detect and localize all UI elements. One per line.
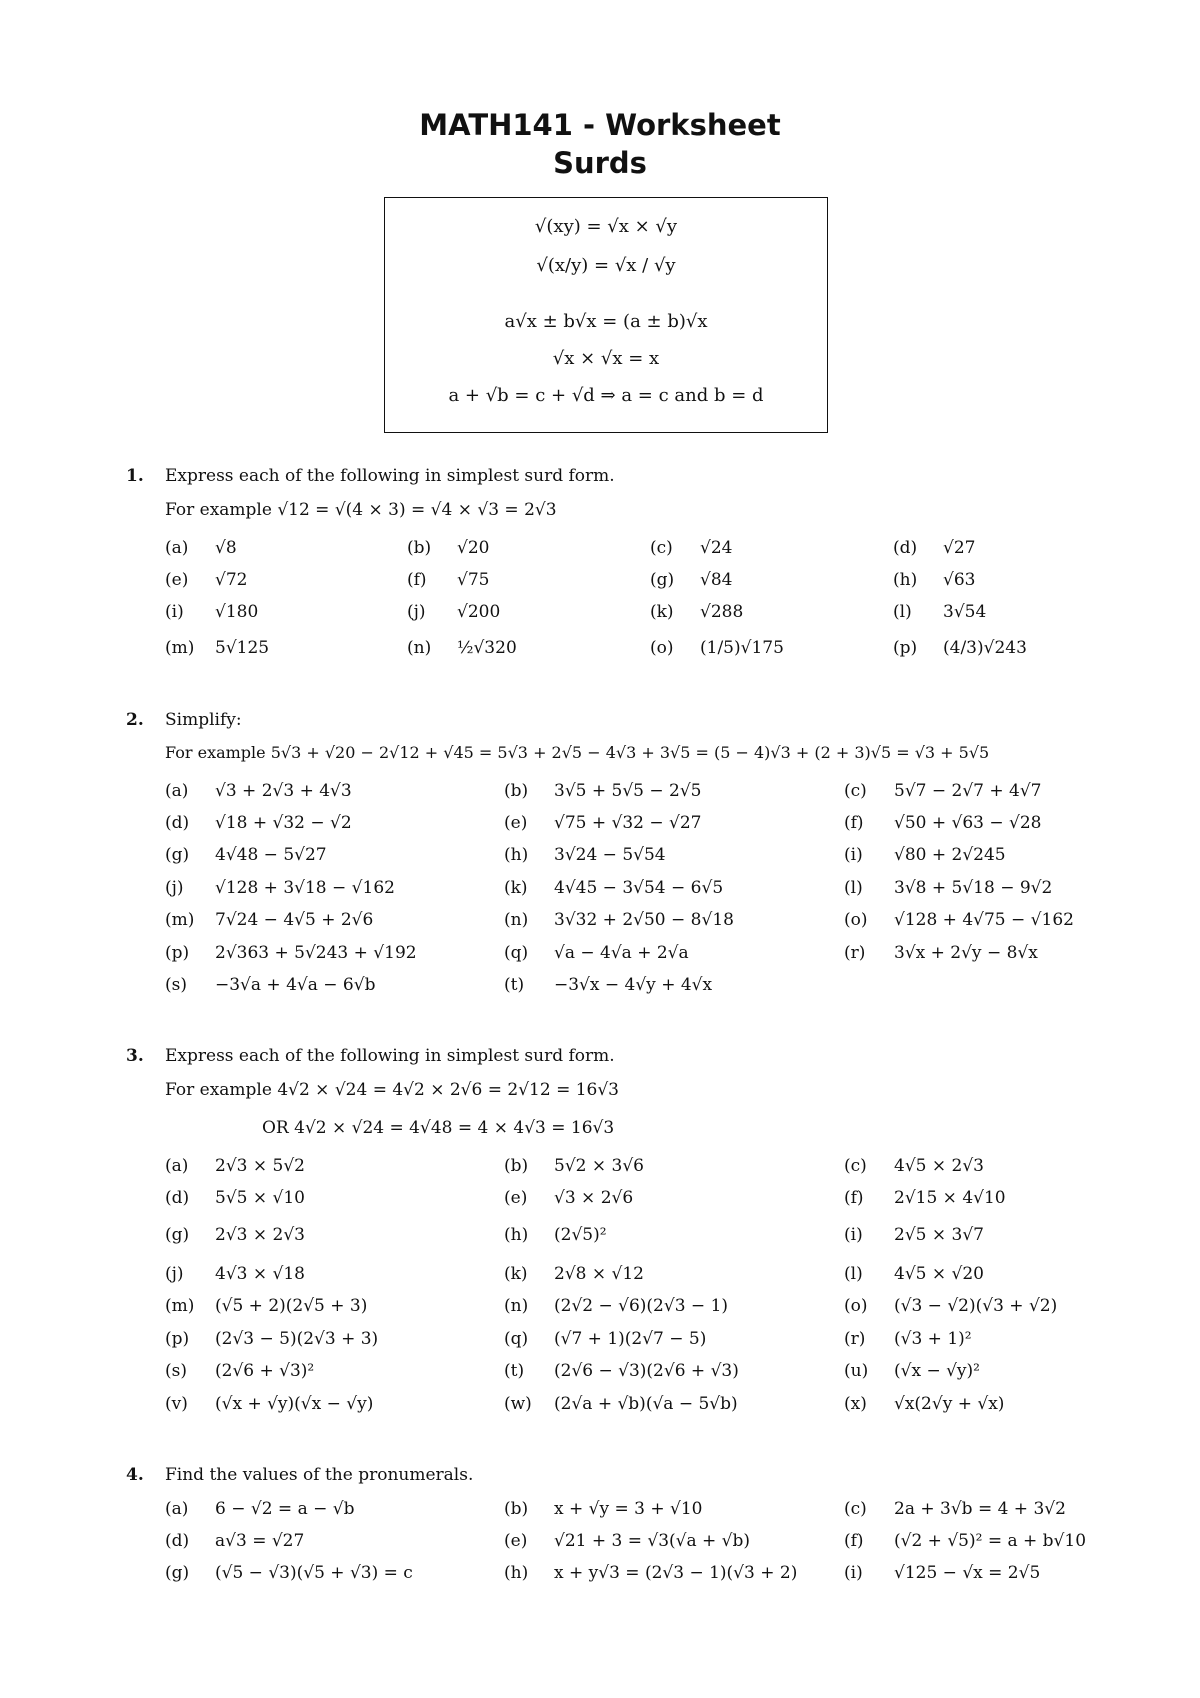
item-label: (b) bbox=[504, 1499, 529, 1519]
q2-item bbox=[844, 878, 1052, 898]
item-expression: 3√32 + 2√50 − 8√18 bbox=[554, 910, 734, 930]
q1-item bbox=[893, 638, 1027, 658]
q4-item bbox=[844, 1563, 1040, 1583]
item-expression: √21 + 3 = √3(√a + √b) bbox=[554, 1531, 751, 1551]
q3-item bbox=[844, 1156, 984, 1176]
q4-item bbox=[504, 1499, 702, 1519]
item-label: (e) bbox=[504, 1188, 528, 1208]
q2-item bbox=[844, 910, 1074, 930]
q2-item bbox=[165, 943, 417, 963]
q3-item bbox=[504, 1156, 644, 1176]
item-expression: √128 + 4√75 − √162 bbox=[894, 910, 1074, 930]
item-expression: 3√5 + 5√5 − 2√5 bbox=[554, 781, 702, 801]
item-expression: √8 bbox=[215, 538, 237, 558]
item-expression: 6 − √2 = a − √b bbox=[215, 1499, 355, 1519]
q3-item bbox=[504, 1394, 738, 1414]
item-label: (m) bbox=[165, 638, 195, 658]
item-expression: 4√3 × √18 bbox=[215, 1264, 305, 1284]
item-label: (s) bbox=[165, 1361, 187, 1381]
item-expression: (√x + √y)(√x − √y) bbox=[215, 1394, 374, 1414]
q2-item bbox=[504, 845, 666, 865]
q1-prompt: Express each of the following in simplest surd form. bbox=[165, 466, 615, 486]
item-expression: √20 bbox=[457, 538, 490, 558]
page-subtitle: Surds bbox=[553, 146, 647, 180]
item-label: (a) bbox=[165, 1156, 189, 1176]
item-expression: (2√5)² bbox=[554, 1225, 607, 1245]
item-expression: (√3 + 1)² bbox=[894, 1329, 972, 1349]
item-label: (l) bbox=[893, 602, 912, 622]
item-label: (p) bbox=[165, 1329, 190, 1349]
item-label: (c) bbox=[844, 781, 867, 801]
item-label: (k) bbox=[504, 1264, 528, 1284]
item-label: (f) bbox=[844, 1531, 864, 1551]
q2-item bbox=[165, 781, 352, 801]
q3-item bbox=[504, 1361, 739, 1381]
q1-item bbox=[407, 638, 517, 658]
q2-item bbox=[165, 813, 352, 833]
q2-example: For example 5√3 + √20 − 2√12 + √45 = 5√3 + 2√5 − 4√3 + 3√5 = (5 − 4)√3 + (2 + 3)√5 = √3 + 5√5 bbox=[165, 743, 990, 762]
item-label: (o) bbox=[650, 638, 674, 658]
item-expression: √75 bbox=[457, 570, 490, 590]
item-expression: 3√x + 2√y − 8√x bbox=[894, 943, 1038, 963]
item-expression: 4√5 × 2√3 bbox=[894, 1156, 984, 1176]
item-label: (d) bbox=[165, 813, 190, 833]
q3-item bbox=[844, 1394, 1004, 1414]
item-expression: 2√15 × 4√10 bbox=[894, 1188, 1006, 1208]
item-label: (n) bbox=[407, 638, 432, 658]
item-label: (h) bbox=[504, 1225, 529, 1245]
item-expression: a√3 = √27 bbox=[215, 1531, 305, 1551]
item-expression: ½√320 bbox=[457, 638, 517, 658]
q2-item bbox=[165, 878, 395, 898]
q1-item bbox=[165, 570, 247, 590]
q3-item bbox=[844, 1361, 980, 1381]
item-label: (b) bbox=[504, 781, 529, 801]
item-label: (j) bbox=[165, 1264, 184, 1284]
item-expression: 2√3 × 2√3 bbox=[215, 1225, 305, 1245]
item-expression: √180 bbox=[215, 602, 259, 622]
item-expression: (2√6 + √3)² bbox=[215, 1361, 315, 1381]
item-label: (c) bbox=[844, 1499, 867, 1519]
item-expression: (√2 + √5)² = a + b√10 bbox=[894, 1531, 1087, 1551]
item-label: (a) bbox=[165, 538, 189, 558]
item-expression: x + √y = 3 + √10 bbox=[554, 1499, 703, 1519]
q2-prompt: Simplify: bbox=[165, 710, 242, 730]
q3-item bbox=[504, 1264, 644, 1284]
q3-item bbox=[165, 1361, 314, 1381]
rules-box bbox=[384, 197, 828, 433]
item-expression: 3√54 bbox=[943, 602, 987, 622]
q3-item bbox=[165, 1156, 305, 1176]
item-label: (p) bbox=[893, 638, 918, 658]
item-label: (f) bbox=[844, 813, 864, 833]
item-expression: 4√45 − 3√54 − 6√5 bbox=[554, 878, 724, 898]
q1-item bbox=[165, 538, 237, 558]
item-expression: −3√x − 4√y + 4√x bbox=[554, 975, 713, 995]
item-label: (i) bbox=[844, 1563, 863, 1583]
item-label: (w) bbox=[504, 1394, 532, 1414]
q4-number: 4. bbox=[126, 1465, 144, 1485]
q3-item bbox=[844, 1329, 972, 1349]
rule-4: √x × √x = x bbox=[552, 348, 660, 369]
q3-item bbox=[165, 1394, 373, 1414]
q1-item bbox=[165, 602, 258, 622]
item-label: (o) bbox=[844, 910, 868, 930]
item-expression: √84 bbox=[700, 570, 733, 590]
item-expression: (√7 + 1)(2√7 − 5) bbox=[554, 1329, 707, 1349]
item-label: (t) bbox=[504, 975, 525, 995]
item-expression: √27 bbox=[943, 538, 976, 558]
q1-item bbox=[893, 570, 975, 590]
item-expression: 3√8 + 5√18 − 9√2 bbox=[894, 878, 1053, 898]
q1-number: 1. bbox=[126, 466, 144, 486]
item-label: (d) bbox=[893, 538, 918, 558]
q3-item bbox=[844, 1296, 1057, 1316]
item-label: (p) bbox=[165, 943, 190, 963]
item-label: (t) bbox=[504, 1361, 525, 1381]
q2-item bbox=[165, 845, 327, 865]
item-expression: 5√7 − 2√7 + 4√7 bbox=[894, 781, 1042, 801]
item-expression: √3 × 2√6 bbox=[554, 1188, 634, 1208]
q3-example: For example 4√2 × √24 = 4√2 × 2√6 = 2√12 = 16√3 bbox=[165, 1080, 619, 1100]
q1-item bbox=[650, 638, 784, 658]
item-expression: √3 + 2√3 + 4√3 bbox=[215, 781, 352, 801]
item-expression: 4√5 × √20 bbox=[894, 1264, 984, 1284]
item-label: (e) bbox=[504, 813, 528, 833]
q3-item bbox=[165, 1264, 305, 1284]
item-label: (e) bbox=[504, 1531, 528, 1551]
item-expression: √18 + √32 − √2 bbox=[215, 813, 352, 833]
rule-5: a + √b = c + √d ⇒ a = c and b = d bbox=[448, 385, 764, 406]
item-label: (b) bbox=[504, 1156, 529, 1176]
item-label: (q) bbox=[504, 1329, 529, 1349]
q3-item bbox=[504, 1296, 728, 1316]
q3-example-or: OR 4√2 × √24 = 4√48 = 4 × 4√3 = 16√3 bbox=[262, 1118, 615, 1138]
item-label: (b) bbox=[407, 538, 432, 558]
q3-item bbox=[165, 1188, 305, 1208]
item-label: (r) bbox=[844, 943, 866, 963]
item-label: (d) bbox=[165, 1188, 190, 1208]
item-expression: (1/5)√175 bbox=[700, 638, 784, 658]
item-label: (h) bbox=[504, 845, 529, 865]
item-expression: (√3 − √2)(√3 + √2) bbox=[894, 1296, 1058, 1316]
q2-item bbox=[844, 813, 1042, 833]
q2-number: 2. bbox=[126, 710, 144, 730]
item-label: (g) bbox=[165, 1563, 190, 1583]
q1-item bbox=[650, 602, 743, 622]
item-expression: √125 − √x = 2√5 bbox=[894, 1563, 1041, 1583]
item-expression: √63 bbox=[943, 570, 976, 590]
q2-item bbox=[504, 943, 689, 963]
q3-prompt: Express each of the following in simplest surd form. bbox=[165, 1046, 615, 1066]
item-label: (g) bbox=[165, 845, 190, 865]
q4-item bbox=[844, 1531, 1086, 1551]
q2-item bbox=[844, 781, 1042, 801]
item-label: (o) bbox=[844, 1296, 868, 1316]
q2-item bbox=[504, 878, 723, 898]
q1-item bbox=[407, 538, 489, 558]
item-label: (l) bbox=[844, 878, 863, 898]
q2-item bbox=[504, 813, 702, 833]
item-expression: x + y√3 = (2√3 − 1)(√3 + 2) bbox=[554, 1563, 798, 1583]
item-label: (a) bbox=[165, 1499, 189, 1519]
item-label: (k) bbox=[650, 602, 674, 622]
q1-item bbox=[893, 538, 975, 558]
item-label: (s) bbox=[165, 975, 187, 995]
item-label: (q) bbox=[504, 943, 529, 963]
q4-item bbox=[844, 1499, 1066, 1519]
item-expression: (√5 + 2)(2√5 + 3) bbox=[215, 1296, 368, 1316]
rule-3: a√x ± b√x = (a ± b)√x bbox=[504, 311, 708, 332]
item-expression: (2√a + √b)(√a − 5√b) bbox=[554, 1394, 738, 1414]
q3-item bbox=[165, 1225, 305, 1245]
q4-item bbox=[504, 1563, 797, 1583]
q1-item bbox=[650, 570, 732, 590]
q2-item bbox=[165, 910, 373, 930]
item-expression: 2√3 × 5√2 bbox=[215, 1156, 305, 1176]
item-expression: √200 bbox=[457, 602, 501, 622]
item-expression: −3√a + 4√a − 6√b bbox=[215, 975, 376, 995]
item-expression: 5√2 × 3√6 bbox=[554, 1156, 644, 1176]
page-title: MATH141 - Worksheet bbox=[419, 108, 781, 142]
q2-item bbox=[844, 943, 1038, 963]
q3-number: 3. bbox=[126, 1046, 144, 1066]
item-label: (a) bbox=[165, 781, 189, 801]
item-expression: 2a + 3√b = 4 + 3√2 bbox=[894, 1499, 1066, 1519]
item-label: (j) bbox=[407, 602, 426, 622]
item-expression: √75 + √32 − √27 bbox=[554, 813, 702, 833]
item-expression: 5√5 × √10 bbox=[215, 1188, 305, 1208]
q2-item bbox=[504, 910, 734, 930]
q1-item bbox=[165, 638, 269, 658]
item-expression: √a − 4√a + 2√a bbox=[554, 943, 689, 963]
item-expression: 2√5 × 3√7 bbox=[894, 1225, 984, 1245]
q4-item bbox=[165, 1563, 413, 1583]
item-label: (m) bbox=[165, 1296, 195, 1316]
item-expression: √128 + 3√18 − √162 bbox=[215, 878, 395, 898]
item-label: (n) bbox=[504, 910, 529, 930]
item-expression: (2√3 − 5)(2√3 + 3) bbox=[215, 1329, 379, 1349]
item-expression: (2√2 − √6)(2√3 − 1) bbox=[554, 1296, 729, 1316]
q2-item bbox=[504, 975, 712, 995]
q4-item bbox=[504, 1531, 750, 1551]
item-label: (n) bbox=[504, 1296, 529, 1316]
q3-item bbox=[844, 1264, 984, 1284]
item-label: (c) bbox=[650, 538, 673, 558]
q1-item bbox=[407, 570, 489, 590]
q1-item bbox=[893, 602, 986, 622]
item-expression: √x(2√y + √x) bbox=[894, 1394, 1005, 1414]
item-expression: 7√24 − 4√5 + 2√6 bbox=[215, 910, 374, 930]
item-expression: (√5 − √3)(√5 + √3) = c bbox=[215, 1563, 413, 1583]
item-expression: 2√363 + 5√243 + √192 bbox=[215, 943, 417, 963]
q2-item bbox=[844, 845, 1006, 865]
item-label: (e) bbox=[165, 570, 189, 590]
item-label: (l) bbox=[844, 1264, 863, 1284]
item-label: (j) bbox=[165, 878, 184, 898]
item-label: (c) bbox=[844, 1156, 867, 1176]
item-label: (f) bbox=[844, 1188, 864, 1208]
item-label: (g) bbox=[165, 1225, 190, 1245]
item-expression: √24 bbox=[700, 538, 733, 558]
item-label: (g) bbox=[650, 570, 675, 590]
q3-item bbox=[165, 1329, 378, 1349]
q2-item bbox=[504, 781, 702, 801]
item-label: (r) bbox=[844, 1329, 866, 1349]
item-expression: √50 + √63 − √28 bbox=[894, 813, 1042, 833]
item-label: (f) bbox=[407, 570, 427, 590]
item-expression: (4/3)√243 bbox=[943, 638, 1027, 658]
item-label: (d) bbox=[165, 1531, 190, 1551]
q1-example: For example √12 = √(4 × 3) = √4 × √3 = 2√3 bbox=[165, 500, 557, 520]
item-label: (k) bbox=[504, 878, 528, 898]
item-expression: 3√24 − 5√54 bbox=[554, 845, 666, 865]
q3-item bbox=[504, 1188, 633, 1208]
item-expression: √80 + 2√245 bbox=[894, 845, 1006, 865]
q4-item bbox=[165, 1531, 304, 1551]
item-expression: (√x − √y)² bbox=[894, 1361, 980, 1381]
q3-item bbox=[844, 1188, 1006, 1208]
item-label: (h) bbox=[504, 1563, 529, 1583]
item-label: (i) bbox=[165, 602, 184, 622]
item-expression: √288 bbox=[700, 602, 744, 622]
q2-item bbox=[165, 975, 375, 995]
item-label: (v) bbox=[165, 1394, 188, 1414]
q1-item bbox=[407, 602, 500, 622]
item-expression: 4√48 − 5√27 bbox=[215, 845, 327, 865]
item-expression: 5√125 bbox=[215, 638, 270, 658]
item-expression: (2√6 − √3)(2√6 + √3) bbox=[554, 1361, 739, 1381]
item-label: (h) bbox=[893, 570, 918, 590]
item-label: (i) bbox=[844, 1225, 863, 1245]
rule-1: √(xy) = √x × √y bbox=[534, 216, 678, 237]
rule-2: √(x/y) = √x / √y bbox=[536, 255, 676, 276]
q4-prompt: Find the values of the pronumerals. bbox=[165, 1465, 474, 1485]
item-label: (u) bbox=[844, 1361, 869, 1381]
q3-item bbox=[504, 1225, 607, 1245]
item-expression: 2√8 × √12 bbox=[554, 1264, 644, 1284]
item-label: (m) bbox=[165, 910, 195, 930]
item-label: (i) bbox=[844, 845, 863, 865]
item-label: (x) bbox=[844, 1394, 867, 1414]
q4-item bbox=[165, 1499, 354, 1519]
q1-item bbox=[650, 538, 732, 558]
q3-item bbox=[504, 1329, 706, 1349]
item-expression: √72 bbox=[215, 570, 248, 590]
q3-item bbox=[165, 1296, 367, 1316]
q3-item bbox=[844, 1225, 984, 1245]
